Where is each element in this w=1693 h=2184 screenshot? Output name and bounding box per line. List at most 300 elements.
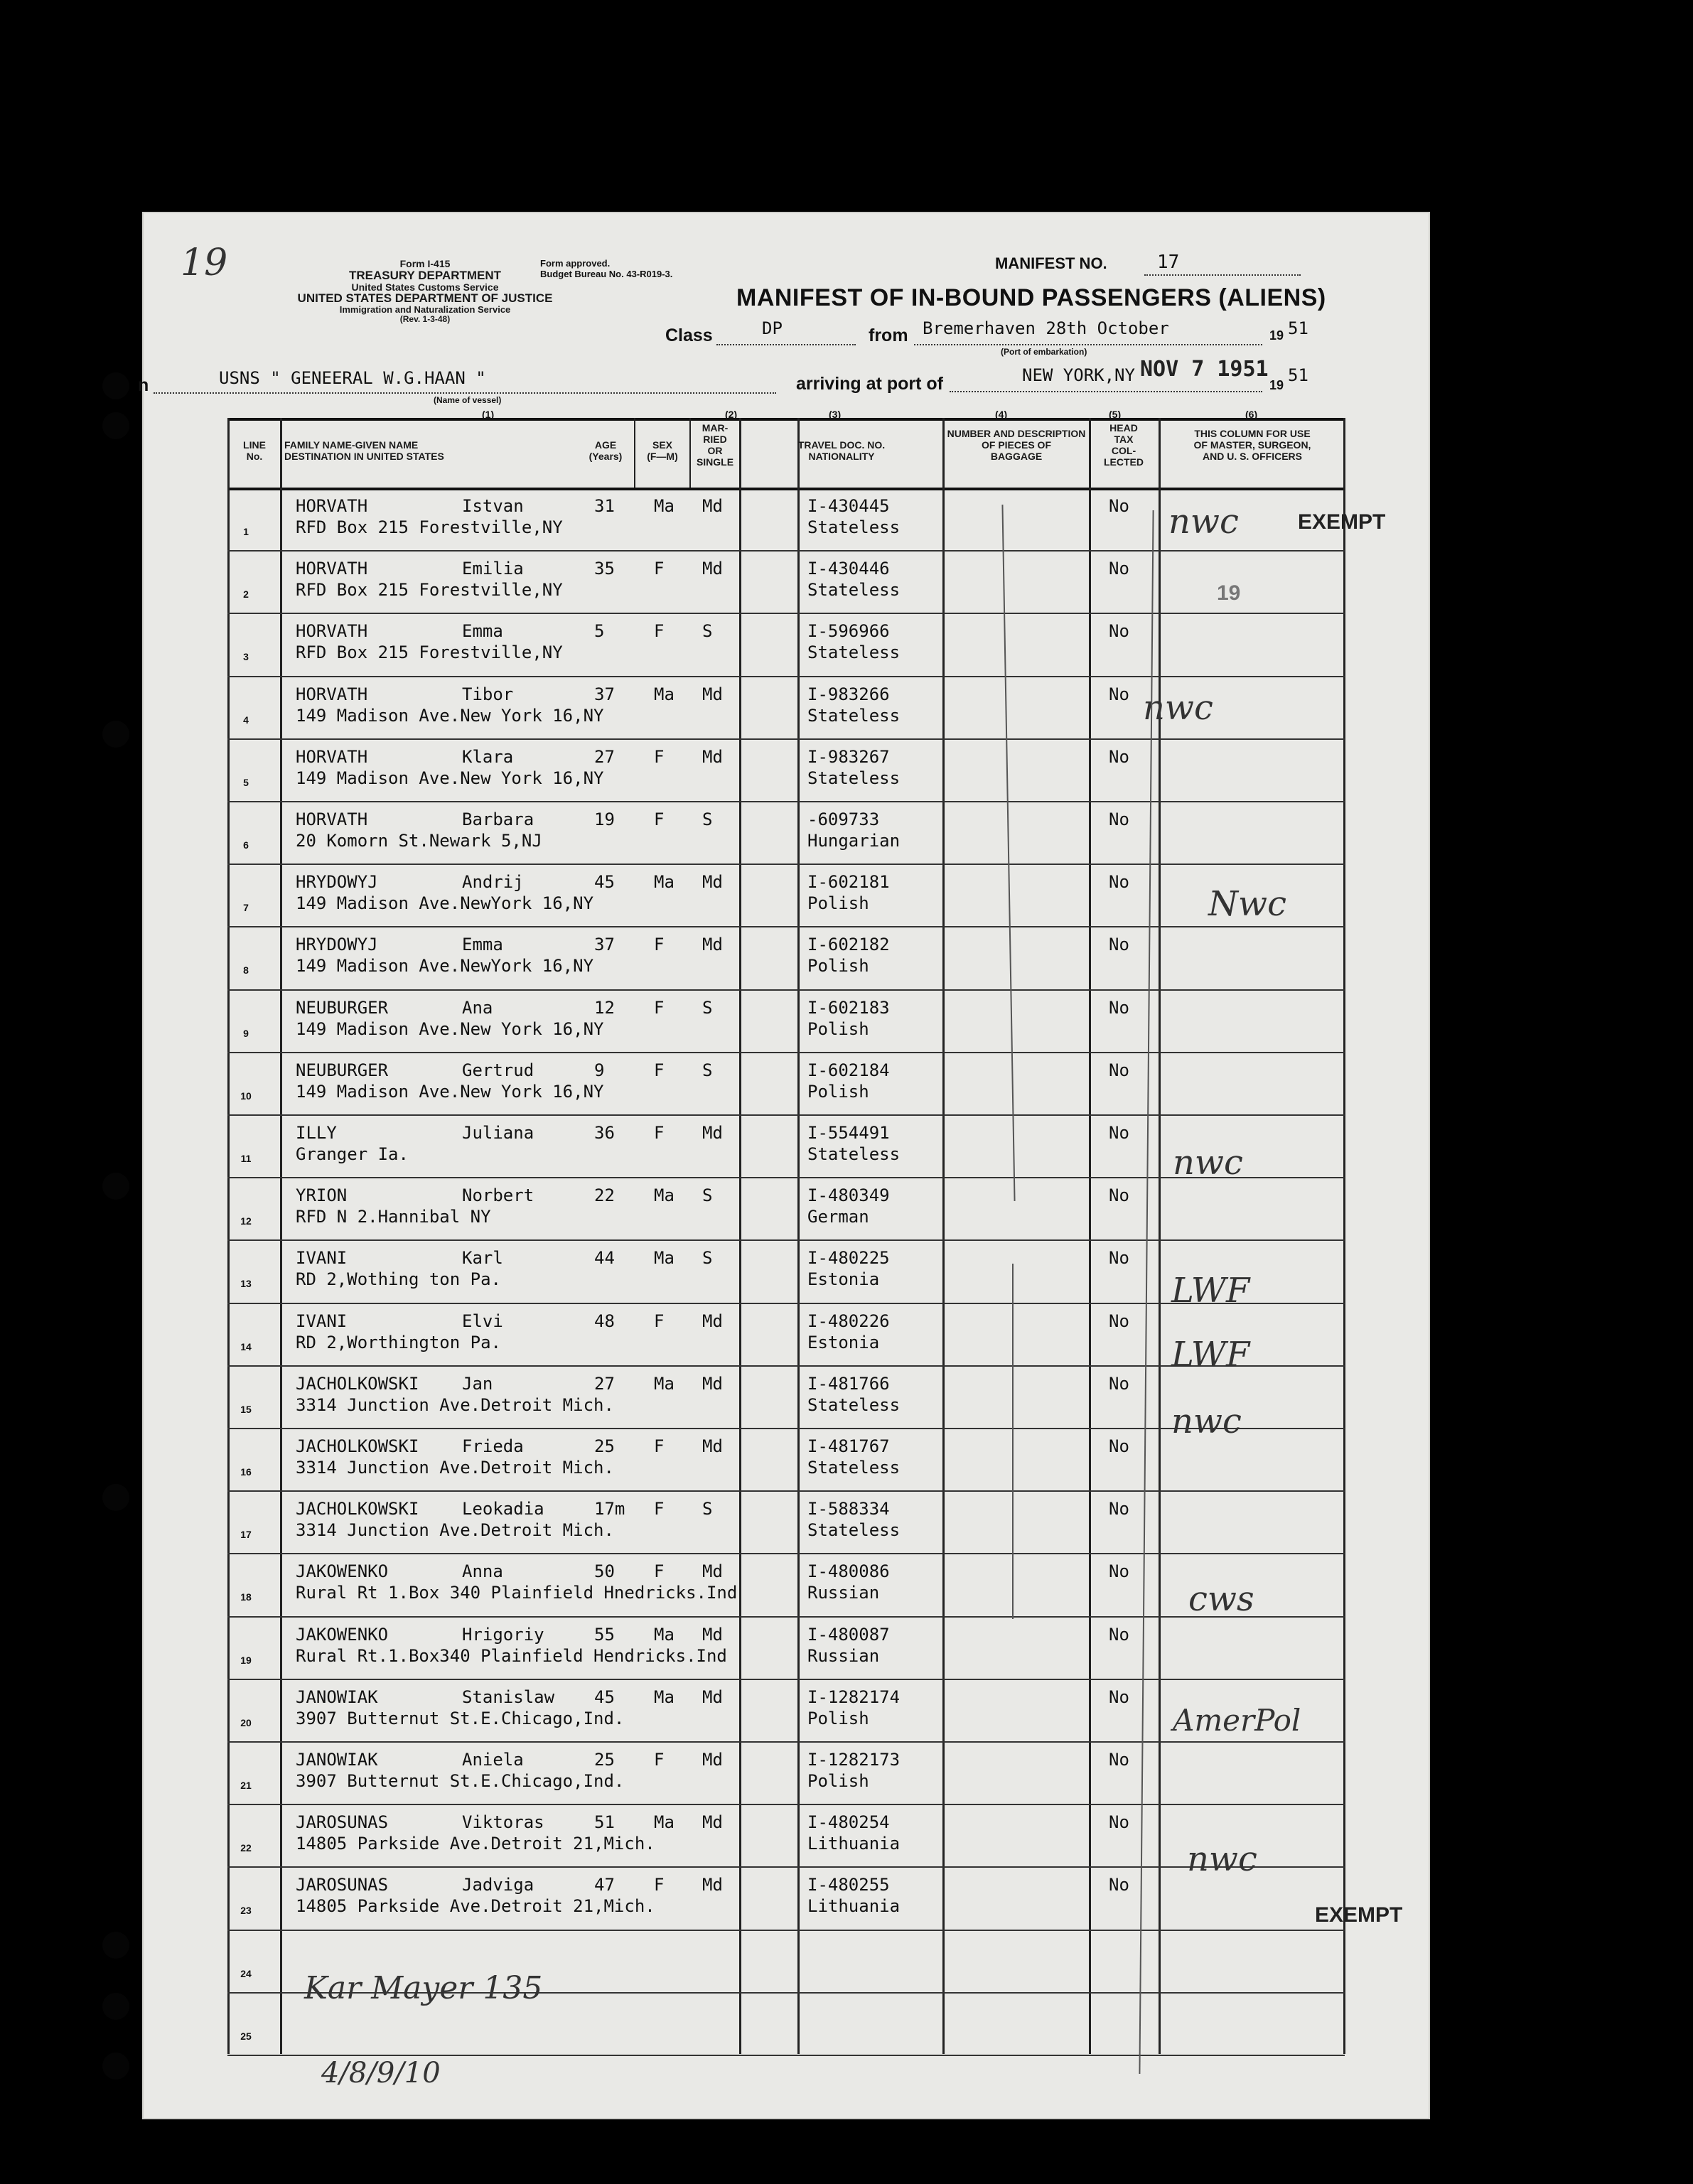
line-number: 23 xyxy=(240,1905,252,1917)
manifest-sheet xyxy=(138,212,1430,2119)
age: 37 xyxy=(594,935,615,955)
age: 27 xyxy=(594,1373,615,1394)
travel-doc-no: I-481767 xyxy=(807,1436,890,1456)
class-underline xyxy=(716,344,856,345)
officer-initials-row14: LWF xyxy=(1171,1335,1250,1375)
head-tax: No xyxy=(1109,746,1129,767)
marital-status: S xyxy=(702,997,713,1018)
marital-status: Md xyxy=(702,1373,723,1394)
vessel-name: USNS " GENEERAL W.G.HAAN " xyxy=(219,368,486,388)
table-row xyxy=(227,801,1345,864)
line-number: 19 xyxy=(240,1654,252,1666)
family-name: JAKOWENKO xyxy=(296,1624,389,1645)
head-tax: No xyxy=(1109,621,1129,642)
from-year-prefix: 19 xyxy=(1269,328,1284,343)
line-number: 14 xyxy=(240,1340,252,1352)
marital-status: Md xyxy=(702,1123,723,1143)
age: 17m xyxy=(594,1499,625,1519)
travel-doc-no: I-1282173 xyxy=(807,1750,901,1770)
treasury-dept: TREASURY DEPARTMENT xyxy=(348,268,502,282)
line-number: 15 xyxy=(240,1403,252,1415)
form-number: Form I-415 xyxy=(399,258,451,269)
nationality: Polish xyxy=(807,956,869,977)
given-name: Norbert xyxy=(462,1185,534,1206)
family-name: NEUBURGER xyxy=(296,997,389,1018)
nationality: Stateless xyxy=(807,1394,901,1415)
travel-doc-no: I-430446 xyxy=(807,559,890,579)
travel-doc-no: I-602182 xyxy=(807,935,890,955)
marital-status: S xyxy=(702,1185,713,1206)
class-value: DP xyxy=(762,318,783,338)
given-name: Jan xyxy=(462,1373,493,1394)
destination: 149 Madison Ave.NewYork 16,NY xyxy=(296,956,594,977)
nationality: Polish xyxy=(807,1708,869,1728)
line-number: 24 xyxy=(240,1967,252,1979)
sex: Ma xyxy=(654,1185,674,1206)
line-number: 1 xyxy=(243,526,249,537)
line-number: 6 xyxy=(243,839,249,851)
given-name: Andrij xyxy=(462,872,524,893)
travel-doc-no: I-480349 xyxy=(807,1185,890,1206)
nationality: Polish xyxy=(807,1081,869,1102)
destination: RD 2,Wothing ton Pa. xyxy=(296,1269,501,1290)
head-tax: No xyxy=(1109,1185,1129,1206)
given-name: Stanislaw xyxy=(462,1687,555,1707)
sex: F xyxy=(654,809,665,829)
age: 22 xyxy=(594,1185,615,1206)
head-tax: No xyxy=(1109,1436,1129,1456)
table-row xyxy=(227,989,1345,1052)
line-number: 22 xyxy=(240,1842,252,1854)
age: 55 xyxy=(594,1624,615,1645)
family-name: IVANI xyxy=(296,1311,348,1331)
nationality: Hungarian xyxy=(807,831,901,851)
justice-dept: UNITED STATES DEPARTMENT OF JUSTICE xyxy=(297,291,553,306)
customs-service: United States Customs Service xyxy=(351,281,499,293)
head-tax: No xyxy=(1109,1624,1129,1645)
head-tax: No xyxy=(1109,935,1129,955)
table-row xyxy=(227,550,1345,613)
officer-initials-row4: nwc xyxy=(1143,688,1213,728)
travel-doc-no: I-1282174 xyxy=(807,1687,901,1707)
marital-status: Md xyxy=(702,872,723,893)
nationality: Lithuania xyxy=(807,1834,901,1854)
punch-hole xyxy=(102,721,129,748)
from-value: Bremerhaven 28th October xyxy=(923,318,1169,338)
family-name: JAROSUNAS xyxy=(296,1812,389,1833)
marital-status: Md xyxy=(702,559,723,579)
nationality: Polish xyxy=(807,1018,869,1039)
line-number: 12 xyxy=(240,1215,252,1227)
line-number: 4 xyxy=(243,714,249,726)
destination: 3907 Butternut St.E.Chicago,Ind. xyxy=(296,1708,625,1728)
family-name: HRYDOWYJ xyxy=(296,935,378,955)
destination: 3314 Junction Ave.Detroit Mich. xyxy=(296,1458,614,1478)
baggage-check-stroke xyxy=(1012,1264,1014,1619)
age: 9 xyxy=(594,1060,605,1080)
head-tax: No xyxy=(1109,1812,1129,1833)
header-married: MAR- RIED OR SINGLE xyxy=(696,422,734,468)
table-row xyxy=(227,926,1345,989)
destination: Rural Rt 1.Box 340 Plainfield Hnedricks.Ind xyxy=(296,1583,738,1603)
travel-doc-no: -609733 xyxy=(807,809,880,829)
column-number-2: (2) xyxy=(725,409,738,420)
family-name: JACHOLKOWSKI xyxy=(296,1436,419,1456)
given-name: Klara xyxy=(462,746,514,767)
family-name: JAKOWENKO xyxy=(296,1561,389,1582)
line-number: 13 xyxy=(240,1278,252,1290)
corner-mark: 19 xyxy=(181,242,228,284)
given-name: Gertrud xyxy=(462,1060,534,1080)
line-number: 11 xyxy=(240,1153,252,1164)
given-name: Tibor xyxy=(462,684,514,704)
head-tax: No xyxy=(1109,1311,1129,1331)
destination: Granger Ia. xyxy=(296,1144,409,1164)
table-row xyxy=(227,1741,1345,1804)
arriving-underline xyxy=(950,391,1262,392)
head-tax: No xyxy=(1109,809,1129,829)
head-tax: No xyxy=(1109,1875,1129,1895)
signature: Kar Mayer 135 xyxy=(304,1970,543,2006)
marital-status: Md xyxy=(702,684,723,704)
officer-initials-row7: Nwc xyxy=(1208,884,1286,924)
page-title: MANIFEST OF IN-BOUND PASSENGERS (ALIENS) xyxy=(736,284,1326,311)
destination: 149 Madison Ave.New York 16,NY xyxy=(296,705,604,726)
column-number-1: (1) xyxy=(482,409,495,420)
column-number-4: (4) xyxy=(995,409,1008,420)
line-number: 2 xyxy=(243,588,249,601)
col-divider xyxy=(689,418,691,488)
header-sex: SEX (F—M) xyxy=(647,439,678,463)
marital-status: Md xyxy=(702,1624,723,1645)
family-name: HORVATH xyxy=(296,496,368,516)
head-tax: No xyxy=(1109,684,1129,704)
travel-doc-no: I-430445 xyxy=(807,496,890,516)
line-number: 8 xyxy=(243,964,249,977)
head-tax: No xyxy=(1109,1687,1129,1707)
nationality: Stateless xyxy=(807,768,901,788)
given-name: Karl xyxy=(462,1248,503,1269)
travel-doc-no: I-481766 xyxy=(807,1373,890,1394)
line-number: 16 xyxy=(240,1466,252,1478)
sex: F xyxy=(654,1060,665,1080)
ins-service: Immigration and Naturalization Service xyxy=(339,304,511,316)
header-travel-doc: TRAVEL DOC. NO. NATIONALITY xyxy=(797,439,886,463)
age: 31 xyxy=(594,496,615,516)
destination: RFD Box 215 Forestville,NY xyxy=(296,642,563,663)
family-name: IVANI xyxy=(296,1248,348,1269)
sex: F xyxy=(654,559,665,579)
travel-doc-no: I-588334 xyxy=(807,1499,890,1519)
travel-doc-no: I-983267 xyxy=(807,746,890,767)
family-name: JANOWIAK xyxy=(296,1750,378,1770)
marital-status: Md xyxy=(702,1561,723,1582)
given-name: Elvi xyxy=(462,1311,503,1331)
family-name: HORVATH xyxy=(296,559,368,579)
manifest-no-label: MANIFEST NO. xyxy=(995,254,1107,272)
punch-hole xyxy=(102,1173,129,1200)
officer-initials-row11: nwc xyxy=(1173,1143,1243,1183)
header-baggage: NUMBER AND DESCRIPTION OF PIECES OF BAGGAGE xyxy=(947,428,1086,463)
budget-approval xyxy=(540,259,672,280)
destination: 3314 Junction Ave.Detroit Mich. xyxy=(296,1520,614,1541)
destination: 149 Madison Ave.New York 16,NY xyxy=(296,768,604,788)
sex: Ma xyxy=(654,1624,674,1645)
nationality: Polish xyxy=(807,1771,869,1791)
nationality: Stateless xyxy=(807,580,901,601)
travel-doc-no: I-983266 xyxy=(807,684,890,704)
sex: Ma xyxy=(654,872,674,893)
marital-status: S xyxy=(702,1060,713,1080)
column-number-5: (5) xyxy=(1109,409,1122,420)
head-tax: No xyxy=(1109,1060,1129,1080)
line-number: 20 xyxy=(240,1716,252,1728)
stamp-19: 19 xyxy=(1217,581,1241,605)
revision: (Rev. 1-3-48) xyxy=(399,313,451,324)
destination: RFD Box 215 Forestville,NY xyxy=(296,580,563,601)
sex: Ma xyxy=(654,1373,674,1394)
given-name: Emilia xyxy=(462,559,524,579)
punch-hole xyxy=(102,1932,129,1959)
class-label: Class xyxy=(665,326,713,345)
sex: Ma xyxy=(654,496,674,516)
marital-status: S xyxy=(702,1499,713,1519)
line-number: 25 xyxy=(240,2030,252,2042)
table-row xyxy=(227,1490,1345,1553)
destination: 149 Madison Ave.NewYork 16,NY xyxy=(296,893,594,914)
nationality: Polish xyxy=(807,893,869,914)
line-number: 5 xyxy=(243,776,249,788)
nationality: Stateless xyxy=(807,1458,901,1478)
sex: F xyxy=(654,1875,665,1895)
destination: 14805 Parkside Ave.Detroit 21,Mich. xyxy=(296,1834,655,1854)
line-number: 10 xyxy=(240,1090,252,1102)
officer-initials-row13: LWF xyxy=(1171,1271,1250,1311)
approval-line-2: Budget Bureau No. 43-R019-3. xyxy=(540,268,673,279)
from-year: 51 xyxy=(1288,318,1308,338)
marital-status: Md xyxy=(702,746,723,767)
passenger-table xyxy=(227,418,1345,2054)
age: 47 xyxy=(594,1875,615,1895)
sex: F xyxy=(654,746,665,767)
family-name: JACHOLKOWSKI xyxy=(296,1373,419,1394)
given-name: Juliana xyxy=(462,1123,534,1143)
marital-status: Md xyxy=(702,1311,723,1331)
age: 19 xyxy=(594,809,615,829)
sex: F xyxy=(654,935,665,955)
arriving-port: NEW YORK,NY xyxy=(1022,365,1135,385)
age: 35 xyxy=(594,559,615,579)
manifest-no-underline xyxy=(1144,274,1301,276)
marital-status: S xyxy=(702,621,713,642)
punch-hole xyxy=(102,2053,129,2080)
table-row xyxy=(227,1052,1345,1114)
table-row xyxy=(227,1804,1345,1866)
header-officers: THIS COLUMN FOR USE OF MASTER, SURGEON, AND U. S. OFFICERS xyxy=(1193,428,1311,463)
nationality: Russian xyxy=(807,1583,880,1603)
family-name: HORVATH xyxy=(296,746,368,767)
head-tax: No xyxy=(1109,1499,1129,1519)
given-name: Frieda xyxy=(462,1436,524,1456)
age: 5 xyxy=(594,621,605,642)
travel-doc-no: I-480226 xyxy=(807,1311,890,1331)
travel-doc-no: I-480087 xyxy=(807,1624,890,1645)
sex: F xyxy=(654,1311,665,1331)
given-name: Jadviga xyxy=(462,1875,534,1895)
marital-status: Md xyxy=(702,1687,723,1707)
nationality: Stateless xyxy=(807,1520,901,1541)
vessel-underline xyxy=(154,392,776,394)
nationality: Russian xyxy=(807,1645,880,1666)
family-name: YRION xyxy=(296,1185,348,1206)
destination: RD 2,Worthington Pa. xyxy=(296,1332,501,1352)
column-number-6: (6) xyxy=(1245,409,1258,420)
age: 27 xyxy=(594,746,615,767)
family-name: ILLY xyxy=(296,1123,337,1143)
age: 45 xyxy=(594,1687,615,1707)
vessel-prefix: n xyxy=(138,375,149,395)
embarkation-note: (Port of embarkation) xyxy=(1001,347,1087,357)
marital-status: Md xyxy=(702,1812,723,1833)
destination: RFD N 2.Hannibal NY xyxy=(296,1207,491,1227)
given-name: Istvan xyxy=(462,496,524,516)
marital-status: Md xyxy=(702,1875,723,1895)
age: 51 xyxy=(594,1812,615,1833)
given-name: Barbara xyxy=(462,809,534,829)
head-tax: No xyxy=(1109,872,1129,893)
from-label: from xyxy=(869,326,908,345)
approval-line-1: Form approved. xyxy=(540,258,611,269)
officer-initials-row18: cws xyxy=(1188,1579,1254,1619)
age: 45 xyxy=(594,872,615,893)
age: 48 xyxy=(594,1311,615,1331)
nationality: Lithuania xyxy=(807,1896,901,1917)
travel-doc-no: I-480255 xyxy=(807,1875,890,1895)
arrival-date-stamp: NOV 7 1951 xyxy=(1140,357,1269,382)
line-number: 21 xyxy=(240,1780,252,1791)
table-row xyxy=(227,1553,1345,1615)
sex: F xyxy=(654,1123,665,1143)
travel-doc-no: I-602181 xyxy=(807,872,890,893)
header-name: FAMILY NAME-GIVEN NAME DESTINATION IN UNITED STATES xyxy=(284,439,444,463)
travel-doc-no: I-480254 xyxy=(807,1812,890,1833)
age: 50 xyxy=(594,1561,615,1582)
table-row xyxy=(227,738,1345,801)
sex: Ma xyxy=(654,1248,674,1269)
table-row xyxy=(227,613,1345,675)
table-top-border xyxy=(227,418,1345,421)
header-line-no: LINE No. xyxy=(243,439,266,463)
age: 25 xyxy=(594,1436,615,1456)
given-name: Viktoras xyxy=(462,1812,544,1833)
given-name: Ana xyxy=(462,997,493,1018)
line-number: 3 xyxy=(243,651,249,663)
officer-initials-row20: AmerPol xyxy=(1173,1703,1301,1738)
arrival-year-prefix: 19 xyxy=(1269,378,1284,392)
exempt-stamp-bottom: EXEMPT xyxy=(1315,1903,1403,1927)
nationality: Estonia xyxy=(807,1332,880,1352)
age: 44 xyxy=(594,1248,615,1269)
marital-status: Md xyxy=(702,935,723,955)
officer-initials-row22: nwc xyxy=(1187,1839,1257,1879)
family-name: HORVATH xyxy=(296,809,368,829)
head-tax: No xyxy=(1109,1123,1129,1143)
travel-doc-no: I-602184 xyxy=(807,1060,890,1080)
punch-hole xyxy=(102,372,129,399)
given-name: Emma xyxy=(462,621,503,642)
head-tax: No xyxy=(1109,1248,1129,1269)
line-number: 18 xyxy=(240,1591,252,1603)
destination: 20 Komorn St.Newark 5,NJ xyxy=(296,831,542,851)
head-tax: No xyxy=(1109,1750,1129,1770)
given-name: Hrigoriy xyxy=(462,1624,544,1645)
sex: Ma xyxy=(654,1812,674,1833)
marital-status: Md xyxy=(702,1436,723,1456)
head-tax: No xyxy=(1109,997,1129,1018)
table-row xyxy=(227,1177,1345,1239)
travel-doc-no: I-480086 xyxy=(807,1561,890,1582)
family-name: JAROSUNAS xyxy=(296,1875,389,1895)
destination: Rural Rt.1.Box340 Plainfield Hendricks.Ind xyxy=(296,1645,727,1666)
head-tax: No xyxy=(1109,1561,1129,1582)
destination: 14805 Parkside Ave.Detroit 21,Mich. xyxy=(296,1896,655,1917)
arrival-year: 51 xyxy=(1288,365,1308,385)
table-row xyxy=(227,1866,1345,1929)
vessel-note: (Name of vessel) xyxy=(434,395,502,405)
punch-hole xyxy=(102,412,129,439)
destination: 3907 Butternut St.E.Chicago,Ind. xyxy=(296,1771,625,1791)
given-name: Anna xyxy=(462,1561,503,1582)
destination: 3314 Junction Ave.Detroit Mich. xyxy=(296,1394,614,1415)
age: 37 xyxy=(594,684,615,704)
sex: F xyxy=(654,1436,665,1456)
family-name: JACHOLKOWSKI xyxy=(296,1499,419,1519)
nationality: Stateless xyxy=(807,705,901,726)
arriving-label: arriving at port of xyxy=(796,374,943,394)
header-age: AGE (Years) xyxy=(588,439,623,463)
head-tax: No xyxy=(1109,496,1129,516)
footer-note: 4/8/9/10 xyxy=(321,2057,441,2089)
given-name: Emma xyxy=(462,935,503,955)
destination: 149 Madison Ave.New York 16,NY xyxy=(296,1081,604,1102)
sex: F xyxy=(654,1750,665,1770)
line-number: 7 xyxy=(243,902,249,914)
marital-status: S xyxy=(702,809,713,829)
manifest-no-value: 17 xyxy=(1157,252,1180,273)
family-name: HORVATH xyxy=(296,684,368,704)
age: 36 xyxy=(594,1123,615,1143)
officer-initials-row15: nwc xyxy=(1171,1402,1242,1441)
punch-hole xyxy=(102,1993,129,2020)
age: 12 xyxy=(594,997,615,1018)
nationality: Estonia xyxy=(807,1269,880,1290)
sex: F xyxy=(654,1499,665,1519)
sex: F xyxy=(654,997,665,1018)
family-name: JANOWIAK xyxy=(296,1687,378,1707)
given-name: Aniela xyxy=(462,1750,524,1770)
punch-hole xyxy=(102,1484,129,1511)
officer-initials-row1: nwc xyxy=(1168,502,1239,542)
travel-doc-no: I-602183 xyxy=(807,997,890,1018)
sex: Ma xyxy=(654,684,674,704)
family-name: HORVATH xyxy=(296,621,368,642)
marital-status: Md xyxy=(702,496,723,516)
age: 25 xyxy=(594,1750,615,1770)
col-divider xyxy=(634,418,635,488)
marital-status: Md xyxy=(702,1750,723,1770)
marital-status: S xyxy=(702,1248,713,1269)
family-name: HRYDOWYJ xyxy=(296,872,378,893)
